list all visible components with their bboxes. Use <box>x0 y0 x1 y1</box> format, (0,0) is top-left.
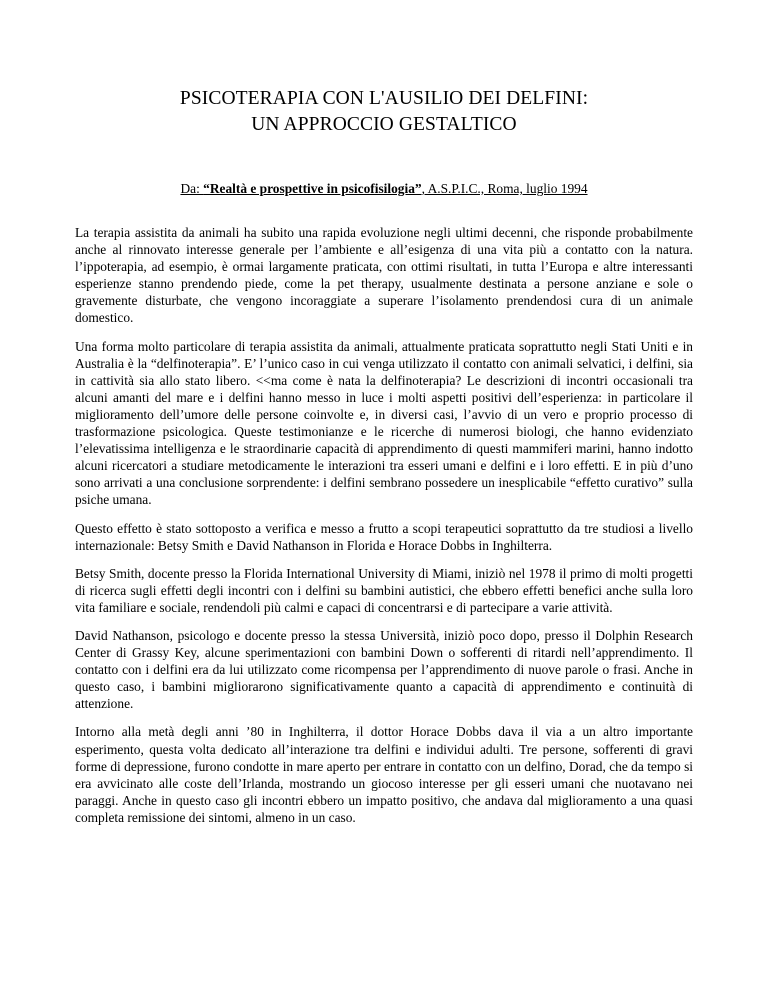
source-publisher: , A.S.P.I.C., Roma, luglio 1994 <box>421 181 588 196</box>
document-title <box>75 0 693 138</box>
title-line-1: PSICOTERAPIA CON L'AUSILIO DEI DELFINI: <box>179 88 589 109</box>
paragraph-5: David Nathanson, psicologo e docente presso la stessa Università, iniziò poco dopo, presso il Dolphin Research Center di Grassy Key, alcune sperimentazioni con bambini Down o sofferenti di ritardi nell’apprendimento. Il contatto con i delfini era da lui utilizzato come ricompensa per l’apprendimento di nuove parole o frasi. Anche in questo caso, i bambini migliorarono significativamente quanto a capacità di apprendimento e continuità di attenzione. <box>75 627 693 712</box>
paragraph-2: Una forma molto particolare di terapia assistita da animali, attualmente praticata soprattutto negli Stati Uniti e in Australia è la “delfinoterapia”. E’ l’unico caso in cui venga utilizzato il contatto con animali selvatici, i delfini, sia in cattività sia allo stato libero. <<ma come è nata la delfinoterapia? Le descrizioni di incontri occasionali tra alcuni amanti del mare e i delfini hanno messo in luce i molti aspetti positivi dell’esperienza: in particolare il miglioramento dell’umore delle persone coinvolte e, in diversi casi, l’avvio di un vero e proprio processo di trasformazione psicologica. Queste testimonianze e le ricerche di numerosi biologi, che hanno evidenziato l’elevatissima intelligenza e le straordinarie capacità di apprendimento di questi mammiferi marini, hanno indotto alcuni ricercatori a studiare metodicamente le interazioni tra esseri umani e delfini e i loro effetti. E in più d’uno sono arrivati a una conclusione sorprendente: i delfini sembrano possedere un inesplicabile “effetto curativo” sulla psiche umana. <box>75 338 693 508</box>
source-prefix: Da: <box>180 181 204 196</box>
paragraph-4: Betsy Smith, docente presso la Florida International University di Miami, iniziò nel 1978 il primo di molti progetti di ricerca sugli effetti degli incontri con i delfini su bambini autistici, che ebbero effetti benefici anche sulla loro vita familiare e sociale, rendendoli più calmi e capaci di concentrarsi e di partecipare a varie attività. <box>75 565 693 615</box>
paragraph-1: La terapia assistita da animali ha subito una rapida evoluzione negli ultimi decenni, che risponde probabilmente anche al rinnovato interesse generale per l’ambiente e all’esigenza di una vita più a contatto con la natura. l’ippoterapia, ad esempio, è ormai largamente praticata, con ottimi risultati, in tutta l’Europa e altre interessanti esperienze stanno prendendo piede, come la pet therapy, usualmente destinata a persone anziane e sole o gravemente disturbate, che vengono incoraggiate a superare l’isolamento prendendosi cura di un animale domestico. <box>75 225 693 326</box>
title-line-2: UN APPROCCIO GESTALTICO <box>251 114 517 135</box>
document-page <box>75 0 693 826</box>
paragraph-3: Questo effetto è stato sottoposto a verifica e messo a frutto a scopi terapeutici soprattutto da tre studiosi a livello internazionale: Betsy Smith e David Nathanson in Florida e Horace Dobbs in Inghilterra. <box>75 520 693 553</box>
paragraph-6: Intorno alla metà degli anni ’80 in Inghilterra, il dottor Horace Dobbs dava il via a un altro importante esperimento, questa volta dedicato all’interazione tra delfini e individui adulti. Tre persone, sofferenti di gravi forme di depressione, furono condotte in mare aperto per entrare in contatto con un delfino, Dorad, che da tempo si era avvicinato alle coste dell’Irlanda, mostrando un giocoso interesse per gli esseri umani che nuotavano nei paraggi. Anche in questo caso gli incontri ebbero un impatto positivo, che andava dal miglioramento a una quasi completa remissione dei sintomi, almeno in un caso. <box>75 724 693 825</box>
source-work-title: “Realtà e prospettive in psicofisilogia” <box>203 181 422 196</box>
source-citation <box>75 180 693 198</box>
